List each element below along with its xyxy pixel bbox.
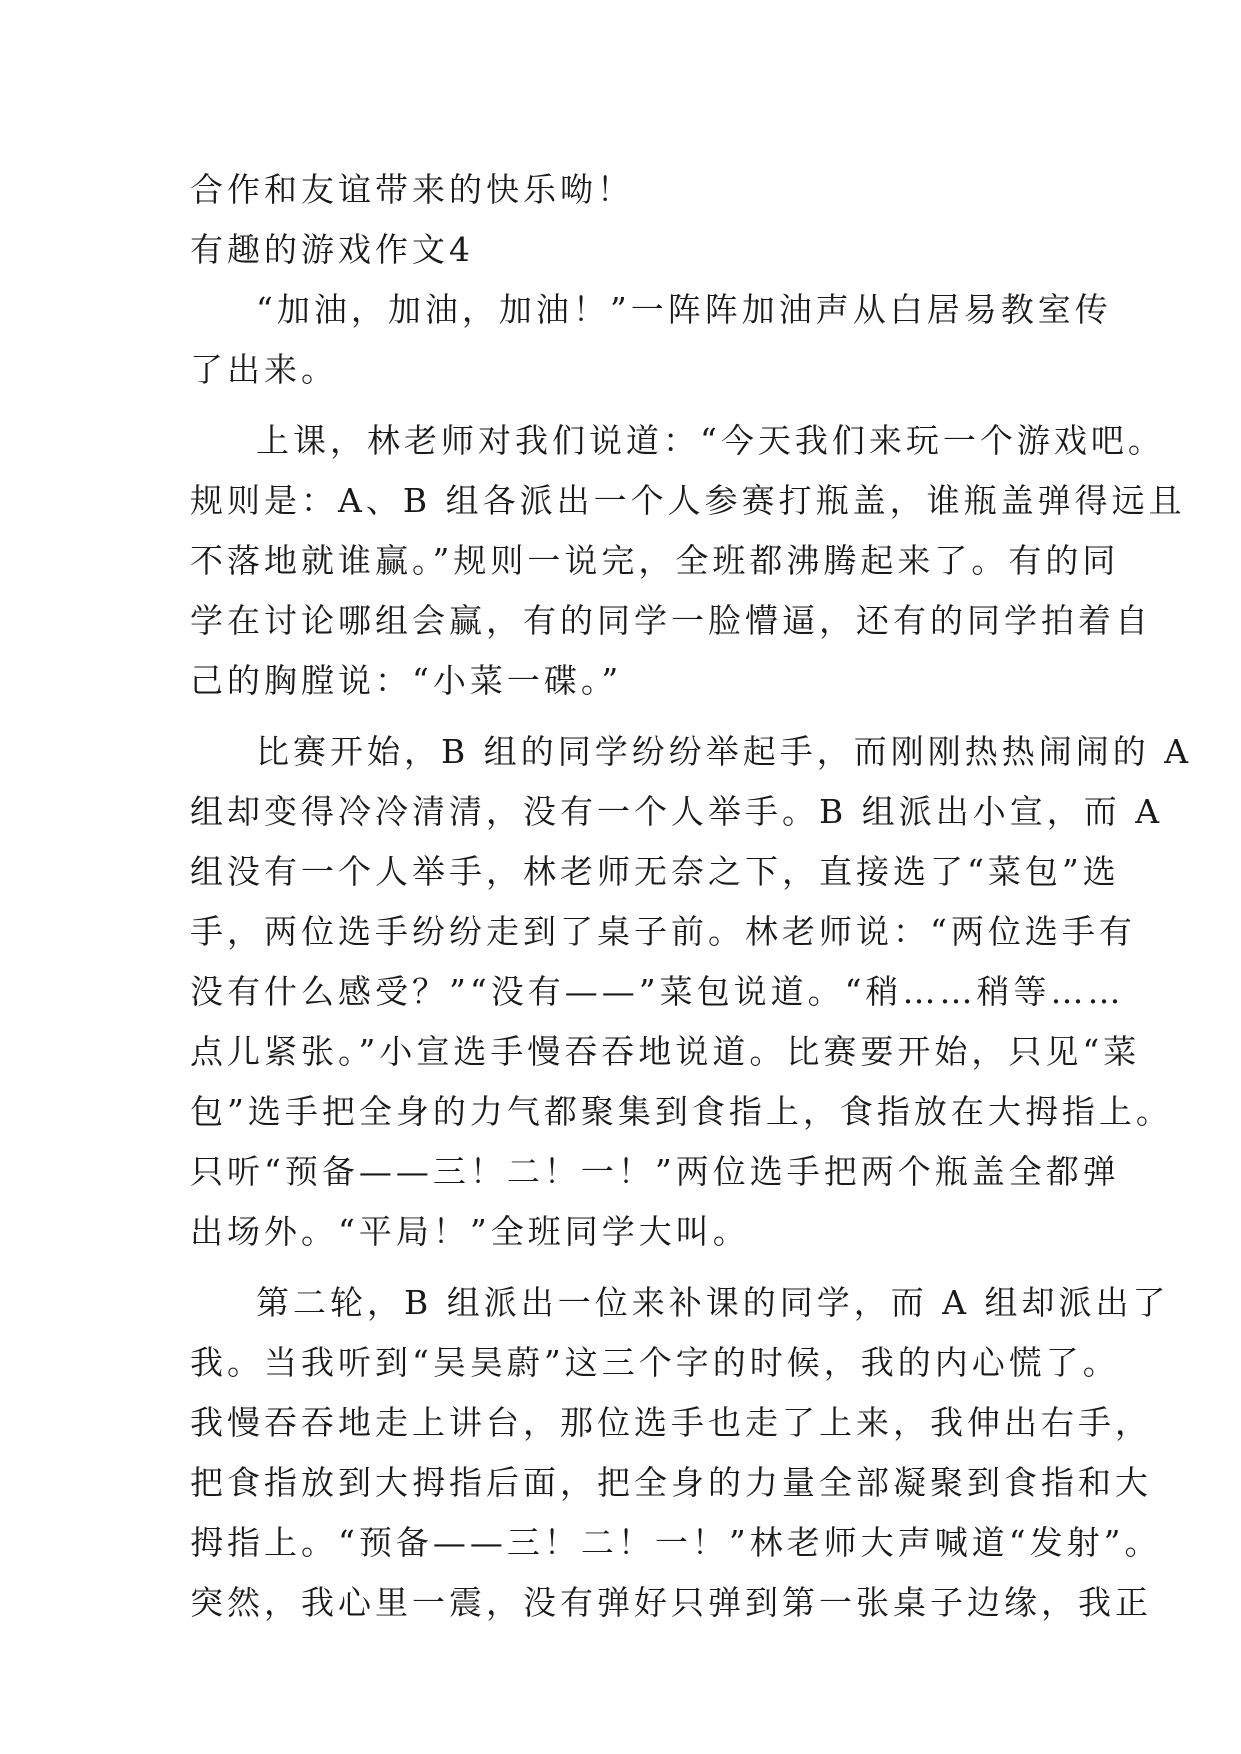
paragraph-line: 了出来。 [190,350,338,389]
paragraph-line: 只听“预备——三！二！一！”两位选手把两个瓶盖全都弹 [190,1152,1120,1191]
paragraph-line: 手，两位选手纷纷走到了桌子前。林老师说：“两位选手有 [190,912,1136,951]
paragraph-line: 我。当我听到“吴昊蔚”这三个字的时候，我的内心慌了。 [190,1343,1120,1382]
paragraph-line: 把食指放到大拇指后面，把全身的力量全部凝聚到食指和大 [190,1463,1152,1502]
paragraph-line: 比赛开始，B 组的同学纷纷举起手，而刚刚热热闹闹的 A [256,732,1193,771]
paragraph-line: 上课，林老师对我们说道：“今天我们来玩一个游戏吧。 [256,421,1165,460]
paragraph-line: “加油，加油，加油！”一阵阵加油声从白居易教室传 [256,290,1112,329]
paragraph-line: 我慢吞吞地走上讲台，那位选手也走了上来，我伸出右手， [190,1403,1152,1442]
paragraph-line: 拇指上。“预备——三！二！一！”林老师大声喊道“发射”。 [190,1523,1162,1562]
essay-title: 有趣的游戏作文4 [190,230,474,269]
paragraph-line: 没有什么感受？”“没有——”菜包说道。“稍……稍等…… [190,972,1125,1011]
paragraph-line: 组没有一个人举手，林老师无奈之下，直接选了“菜包”选 [190,852,1120,891]
paragraph-line: 突然，我心里一震，没有弹好只弹到第一张桌子边缘，我正 [190,1583,1152,1622]
paragraph-line: 包”选手把全身的力气都聚集到食指上，食指放在大拇指上。 [190,1092,1173,1131]
paragraph-line: 第二轮，B 组派出一位来补课的同学，而 A 组却派出了 [256,1283,1170,1322]
paragraph-line: 规则是：A、B 组各派出一个人参赛打瓶盖，谁瓶盖弹得远且 [190,481,1186,520]
paragraph-line: 合作和友谊带来的快乐呦！ [190,170,634,209]
essay-body [190,160,1193,1633]
paragraph-line: 组却变得冷冷清清，没有一个人举手。B 组派出小宣，而 A [190,792,1164,831]
paragraph-line: 出场外。“平局！”全班同学大叫。 [190,1212,750,1251]
paragraph-line: 学在讨论哪组会赢，有的同学一脸懵逼，还有的同学拍着自 [190,601,1152,640]
paragraph-line: 不落地就谁赢。”规则一说完，全班都沸腾起来了。有的同 [190,541,1120,580]
paragraph-line: 点儿紧张。”小宣选手慢吞吞地说道。比赛要开始，只见“菜 [190,1032,1141,1071]
paragraph-line: 己的胸膛说：“小菜一碟。” [190,661,623,700]
